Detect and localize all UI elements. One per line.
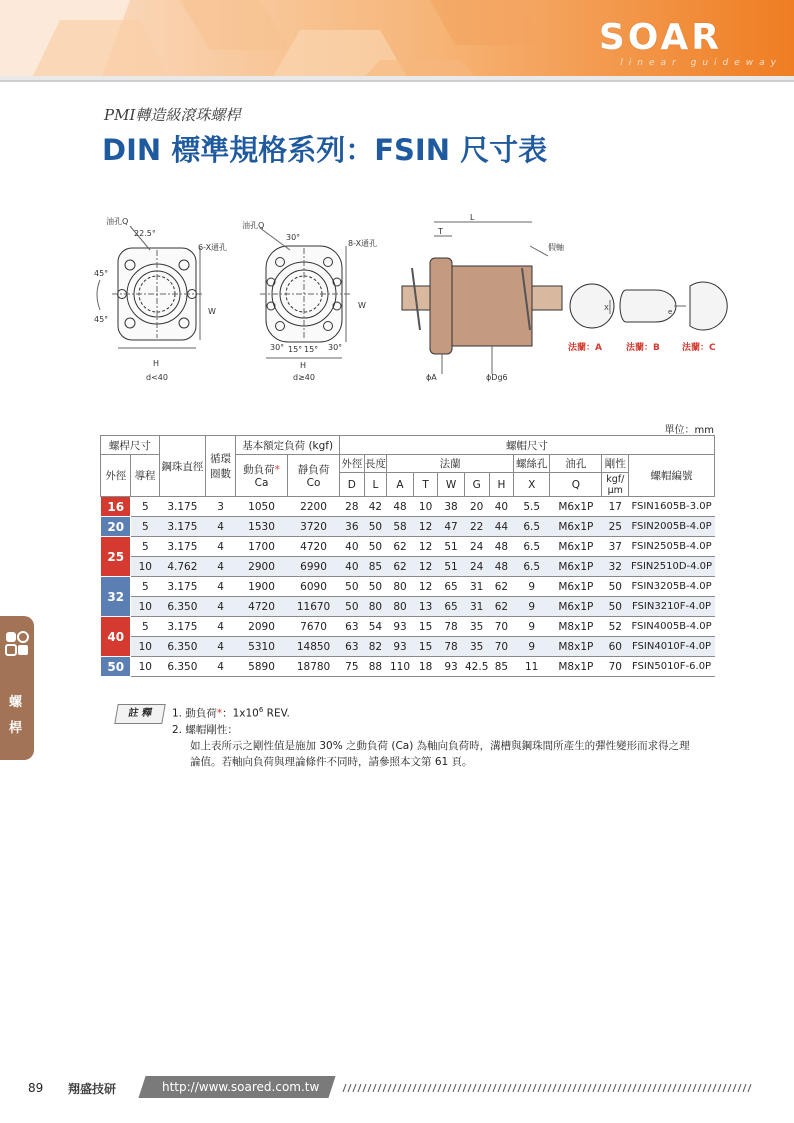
col-h: H [489,473,513,497]
table-cell: 10 [131,657,159,677]
footer [0,1075,794,1105]
logo-subtext: linear guideway [620,58,782,68]
fig2-angle: 30° [286,233,301,242]
table-cell: 6.5 [514,537,550,557]
col-oil: 油孔 [550,455,602,473]
table-cell: 80 [387,597,414,617]
flange-a-label: 法蘭：A [568,343,602,353]
table-cell: 54 [364,617,387,637]
section-subtitle: PMI轉造級滾珠螺桿 [104,106,241,124]
table-cell: FSIN4010F-4.0P [629,637,715,657]
table-cell: 6.350 [159,597,205,617]
table-cell: 12 [413,537,437,557]
table-cell: 3.175 [159,497,205,517]
table-cell: 62 [489,577,513,597]
table-cell: 50 [340,577,364,597]
col-nut: 螺帽尺寸 [340,436,715,455]
table-cell: 4 [205,557,235,577]
table-cell: 9 [514,597,550,617]
table-cell: 50 [364,517,387,537]
fig2-w: W [358,301,366,310]
table-cell: 9 [514,637,550,657]
table-cell: 50 [340,597,364,617]
note-2: 2. 螺帽剛性： [172,723,238,736]
table-cell: 28 [340,497,364,517]
notes-badge: 註 釋 [114,704,166,724]
col-sta-label: 靜負荷 [297,464,330,476]
col-lead: 導程 [131,455,159,497]
fig3-dummy: 假軸 [548,243,564,252]
fig3-x: X [604,304,609,312]
table-cell: 51 [438,537,464,557]
fig3-da: ϕA [426,373,437,382]
col-model: 螺帽編號 [629,455,715,497]
col-flange: 法蘭 [387,455,514,473]
col-screw: 螺桿尺寸 [101,436,160,455]
table-cell: FSIN2510D-4.0P [629,557,715,577]
fig3-t: T [438,227,443,236]
flange-types [570,282,727,330]
table-cell: 60 [602,637,629,657]
table-cell: 58 [387,517,414,537]
fig2-a4: 30° [328,343,343,352]
table-cell: 75 [340,657,364,677]
table-cell: 38 [438,497,464,517]
table-cell: 78 [438,617,464,637]
screw-diameter-cell: 16 [101,497,131,517]
table-cell: 70 [489,617,513,637]
screw-diameter-cell: 20 [101,517,131,537]
note-1 [172,702,732,722]
table-row [101,597,715,617]
table-cell: 62 [387,557,414,577]
table-cell: 7670 [287,617,339,637]
table-cell: 65 [438,597,464,617]
table-cell: M8x1P [550,657,602,677]
table-cell: 31 [464,597,489,617]
table-cell: 4 [205,657,235,677]
logo-text: SOAR [598,17,722,58]
table-cell: 2090 [236,617,288,637]
table-cell: FSIN4005B-4.0P [629,617,715,637]
col-dyn-star: * [274,464,280,476]
table-cell: 6.5 [514,557,550,577]
table-cell: 40 [340,537,364,557]
table-cell: 50 [602,597,629,617]
table-cell: M6x1P [550,517,602,537]
table-cell: 37 [602,537,629,557]
col-len: 長度 [364,455,387,473]
col-a: A [387,473,414,497]
table-cell: 15 [413,617,437,637]
table-cell: 4 [205,617,235,637]
table-cell: 82 [364,637,387,657]
table-cell: 40 [340,557,364,577]
table-cell: 18780 [287,657,339,677]
page-number: 89 [28,1081,44,1095]
table-cell: 20 [464,497,489,517]
col-x: X [514,473,550,497]
side-tab-char-2: 桿 [9,721,23,736]
table-cell: 10 [131,637,159,657]
table-cell: 5.5 [514,497,550,517]
table-cell: 62 [387,537,414,557]
table-cell: 5 [131,517,159,537]
fig1-h: H [153,359,160,368]
table-cell: 80 [387,577,414,597]
table-cell: 32 [602,557,629,577]
table-cell: 10 [131,557,159,577]
flange-figure-1 [97,226,202,348]
fig1-oil-hole: 油孔Q [106,217,129,226]
table-cell: 5 [131,497,159,517]
table-cell: 70 [489,637,513,657]
table-cell: 4 [205,597,235,617]
note-1-star: * [216,707,223,720]
flange-c-label: 法蘭：C [682,343,716,353]
table-cell: 31 [464,577,489,597]
col-bolt: 螺絲孔 [514,455,550,473]
table-cell: 18 [413,657,437,677]
table-cell: 48 [387,497,414,517]
col-d: D [340,473,364,497]
col-dyn [236,455,288,497]
table-row [101,497,715,517]
note-1-tail: REV. [263,707,290,720]
fig3-e: e [668,308,673,316]
table-cell: 6.5 [514,517,550,537]
website-link[interactable]: http://www.soared.com.tw [162,1080,320,1094]
table-cell: 4720 [287,537,339,557]
table-cell: 12 [413,517,437,537]
table-cell: M6x1P [550,597,602,617]
table-cell: FSIN2505B-4.0P [629,537,715,557]
fig1-angle-a1: 45° [94,269,109,278]
table-row [101,537,715,557]
table-row [101,617,715,637]
table-cell: 35 [464,637,489,657]
col-dyn-label: 動負荷 [243,464,275,476]
table-cell: 51 [438,557,464,577]
table-cell: 65 [438,577,464,597]
table-cell: 48 [489,537,513,557]
fig2-a2: 15° [288,345,303,354]
table-cell: 35 [464,617,489,637]
table-cell: 4 [205,517,235,537]
table-cell: 5890 [236,657,288,677]
table-cell: 50 [364,577,387,597]
table-cell: 110 [387,657,414,677]
spec-table-body [101,497,715,677]
table-cell: 42 [364,497,387,517]
table-cell: 25 [602,517,629,537]
table-cell: 93 [387,637,414,657]
table-cell: 44 [489,517,513,537]
table-cell: 11 [514,657,550,677]
table-cell: 4 [205,637,235,657]
col-dyn-sub: Ca [254,477,269,489]
screw-diameter-cell: 32 [101,577,131,617]
side-tab [0,616,34,760]
fig2-oil-hole: 油孔Q [242,221,265,230]
footer-hatch [342,1084,752,1092]
table-cell: FSIN3210F-4.0P [629,597,715,617]
fig3-dg: ϕDg6 [486,373,508,382]
ball-screw-icon [4,630,30,658]
table-cell: 93 [438,657,464,677]
note-1-exp: 6 [258,706,264,714]
table-cell: 3 [205,497,235,517]
table-cell: 63 [340,617,364,637]
col-circuit: 循環圈數 [205,436,235,497]
table-cell: 40 [489,497,513,517]
table-cell: 22 [464,517,489,537]
table-cell: 6.350 [159,657,205,677]
screw-diameter-cell: 50 [101,657,131,677]
table-cell: FSIN3205B-4.0P [629,577,715,597]
table-cell: 50 [602,577,629,597]
table-cell: 3.175 [159,577,205,597]
col-kgf [602,473,629,497]
table-cell: 63 [340,637,364,657]
table-cell: 88 [364,657,387,677]
table-cell: 47 [438,517,464,537]
table-cell: 12 [413,557,437,577]
table-cell: 12 [413,577,437,597]
table-cell: 24 [464,537,489,557]
fig1-w: W [208,307,216,316]
table-cell: 2900 [236,557,288,577]
table-cell: FSIN1605B-3.0P [629,497,715,517]
col-load: 基本額定負荷 (kgf) [236,436,340,455]
table-cell: 17 [602,497,629,517]
notes-lines [172,702,732,770]
table-cell: 48 [489,557,513,577]
table-cell: 9 [514,577,550,597]
col-od: 外徑 [101,455,131,497]
note-2-line-2: 論值。若軸向負荷與理論條件不同時，請參照本文第 61 頁。 [190,755,473,768]
note-1-prefix: 1. 動負荷 [172,707,217,720]
col-t: T [413,473,437,497]
table-cell: 70 [602,657,629,677]
table-cell: 6.350 [159,637,205,657]
table-cell: M8x1P [550,637,602,657]
table-cell: 3.175 [159,517,205,537]
table-row [101,657,715,677]
table-cell: M6x1P [550,497,602,517]
table-cell: 36 [340,517,364,537]
table-cell: 1050 [236,497,288,517]
col-sta [287,455,339,497]
table-cell: 5 [131,537,159,557]
table-cell: 6090 [287,577,339,597]
fig1-cond: d<40 [146,373,168,382]
table-cell: 5 [131,617,159,637]
table-cell: 4 [205,577,235,597]
col-nod: 外徑 [340,455,364,473]
table-cell: 10 [413,497,437,517]
fig3-l: L [470,213,475,222]
table-cell: FSIN5010F-6.0P [629,657,715,677]
table-cell: M6x1P [550,537,602,557]
page-title: DIN 標準規格系列：FSIN 尺寸表 [102,133,548,167]
side-tab-label [9,690,25,742]
table-cell: 3.175 [159,617,205,637]
side-tab-char-1: 螺 [9,695,23,710]
header-banner [0,0,794,82]
note-1-rest: ：1x10 [222,707,259,720]
technical-drawings [90,210,730,390]
col-stiff: 剛性 [602,455,629,473]
table-cell: 2200 [287,497,339,517]
table-cell: 4 [205,537,235,557]
table-cell: 9 [514,617,550,637]
col-ball: 鋼珠直徑 [159,436,205,497]
col-um-label: μm [607,484,623,496]
table-cell: 6990 [287,557,339,577]
table-row [101,557,715,577]
table-cell: 3.175 [159,537,205,557]
table-cell: 14850 [287,637,339,657]
company-name: 翔盛技研 [68,1082,117,1096]
table-cell: 5 [131,577,159,597]
table-cell: 5310 [236,637,288,657]
table-cell: 10 [131,597,159,617]
table-cell: M8x1P [550,617,602,637]
col-kgf-label: kgf/ [606,473,625,485]
flange-figure-2 [260,228,350,358]
table-cell: 1900 [236,577,288,597]
table-cell: 78 [438,637,464,657]
table-cell: 1530 [236,517,288,537]
spec-table [100,435,715,677]
table-cell: 80 [364,597,387,617]
table-cell: 93 [387,617,414,637]
table-cell: 52 [602,617,629,637]
col-q: Q [550,473,602,497]
table-row [101,577,715,597]
table-row [101,517,715,537]
col-l: L [364,473,387,497]
table-cell: 4720 [236,597,288,617]
table-cell: 42.5 [464,657,489,677]
table-cell: FSIN2005B-4.0P [629,517,715,537]
fig2-h: H [300,361,307,370]
unit-label: 單位：mm [664,425,714,436]
table-cell: 11670 [287,597,339,617]
fig1-angle-a2: 45° [94,315,109,324]
col-sta-sub: Co [306,477,321,489]
nut-side-view [402,222,562,374]
screw-diameter-cell: 25 [101,537,131,577]
table-cell: 85 [364,557,387,577]
table-cell: 85 [489,657,513,677]
screw-diameter-cell: 40 [101,617,131,657]
table-cell: 50 [364,537,387,557]
fig2-cond: d≥40 [293,373,315,382]
table-cell: 1700 [236,537,288,557]
table-cell: 62 [489,597,513,617]
table-cell: 24 [464,557,489,577]
col-w: W [438,473,464,497]
brand-logo [598,17,782,68]
drawings-svg [90,210,730,390]
table-cell: 15 [413,637,437,657]
fig1-holes: 6-X通孔 [198,243,228,252]
table-row [101,637,715,657]
table-cell: M6x1P [550,577,602,597]
table-cell: 3720 [287,517,339,537]
fig2-a3: 15° [304,345,319,354]
flange-b-label: 法蘭：B [626,343,660,353]
fig2-a1: 30° [270,343,285,352]
col-g: G [464,473,489,497]
fig1-angle: 22.5° [134,229,156,238]
table-cell: M6x1P [550,557,602,577]
table-cell: 13 [413,597,437,617]
note-2-line-1: 如上表所示之剛性值是施加 30% 之動負荷 (Ca) 為軸向負荷時，溝槽與鋼珠間所產生的彈性變形而求得之理 [190,739,690,752]
fig2-holes: 8-X通孔 [348,239,378,248]
table-cell: 4.762 [159,557,205,577]
